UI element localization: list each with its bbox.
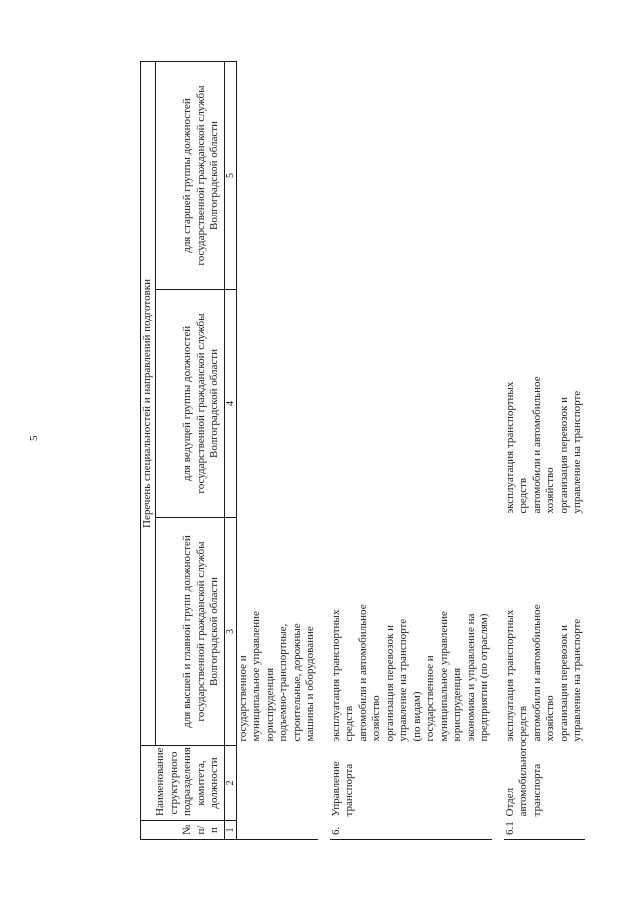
cell-line: организация перевозок и: [383, 624, 396, 742]
cell-line: муниципальное управление: [250, 611, 262, 742]
row-leading-specialties: [504, 290, 585, 518]
column-number: 2: [224, 746, 236, 821]
cell-line: управление на транспорте: [397, 618, 409, 742]
table-body: [236, 62, 585, 840]
cell-line: средств: [343, 705, 355, 742]
row-highest-specialties: [330, 518, 492, 746]
cell-line: эксплуатация транспортных: [503, 609, 516, 742]
row-highest-specialties: [236, 518, 318, 746]
row-number: 6.1: [504, 821, 585, 840]
cell-line: транспорта: [343, 763, 355, 817]
column-number: 3: [224, 518, 236, 746]
row-gap: [492, 62, 504, 840]
row-senior-specialties: [330, 62, 492, 290]
row-senior-specialties: [236, 62, 318, 290]
cell-line: Отдел: [503, 787, 516, 817]
cell-line: эксплуатация транспортных: [503, 381, 516, 514]
cell-line: средств: [517, 705, 529, 742]
column-number: 5: [224, 62, 236, 290]
header-subdivision: Наименование структурного подразделения комитета, должности: [141, 746, 225, 821]
row-senior-specialties: [504, 62, 585, 290]
column-number-row: [224, 62, 236, 840]
cell-line: транспорта: [530, 763, 543, 817]
column-number: 1: [224, 821, 236, 840]
cell-line: муниципальное управление: [437, 611, 450, 742]
cell-line: подъемно-транспортные,: [277, 623, 289, 742]
row-subdivision: [236, 746, 318, 821]
cell-line: экономика и управление на: [464, 613, 477, 742]
row-subdivision: [330, 746, 492, 821]
row-number: [236, 821, 318, 840]
cell-line: (по видам): [410, 691, 423, 742]
row-number: 6.: [330, 821, 492, 840]
header-leading-group: для ведущей группы должностей государственной гражданской службы Волгоградской области: [155, 290, 224, 518]
row-leading-specialties: [330, 290, 492, 518]
cell-line: хозяйство: [544, 695, 556, 742]
table-row: [330, 62, 492, 840]
cell-line: государственное и: [424, 655, 436, 742]
cell-line: юриспруденция: [451, 667, 463, 742]
page-number: 5: [28, 435, 40, 441]
cell-line: средств: [517, 477, 529, 514]
table-row: [504, 62, 585, 840]
cell-line: автомобили и автомобильное: [356, 604, 369, 742]
cell-line: управление на транспорте: [571, 390, 583, 514]
cell-line: организация перевозок и: [557, 396, 570, 514]
cell-line: управление на транспорте: [571, 618, 583, 742]
cell-line: строительные, дорожные: [290, 623, 303, 742]
cell-line: автомобили и автомобильное: [530, 604, 543, 742]
cell-line: хозяйство: [544, 467, 556, 514]
row-subdivision: [503, 741, 585, 821]
cell-line: автомобильного: [517, 741, 529, 817]
column-number: 4: [224, 290, 236, 518]
header-highest-group: для высшей и главной групп должностей государственной гражданской службы Волгоградской области: [155, 518, 224, 746]
header-specialties: Перечень специальностей и направлений подготовки: [141, 62, 156, 746]
row-highest-specialties: [504, 518, 585, 746]
rotated-table-sheet: [140, 62, 620, 840]
cell-line: автомобили и автомобильное: [530, 376, 543, 514]
cell-line: организация перевозок и: [557, 624, 570, 742]
cell-line: эксплуатация транспортных: [329, 609, 342, 742]
header-number: № п/п: [141, 821, 225, 840]
cell-line: Управление: [329, 761, 342, 817]
specialties-table: [140, 61, 585, 840]
cell-line: юриспруденция: [263, 667, 276, 742]
row-leading-specialties: [236, 290, 318, 518]
cell-line: государственное и: [236, 655, 249, 742]
cell-line: хозяйство: [370, 695, 382, 742]
cell-line: машины и оборудование: [304, 626, 316, 742]
table-row: [236, 62, 318, 840]
row-gap: [318, 62, 330, 840]
cell-line: предприятии (по отраслям): [478, 613, 490, 742]
header-senior-group: для старшей группы должностей государственной гражданской службы Волгоградской области: [155, 62, 224, 290]
